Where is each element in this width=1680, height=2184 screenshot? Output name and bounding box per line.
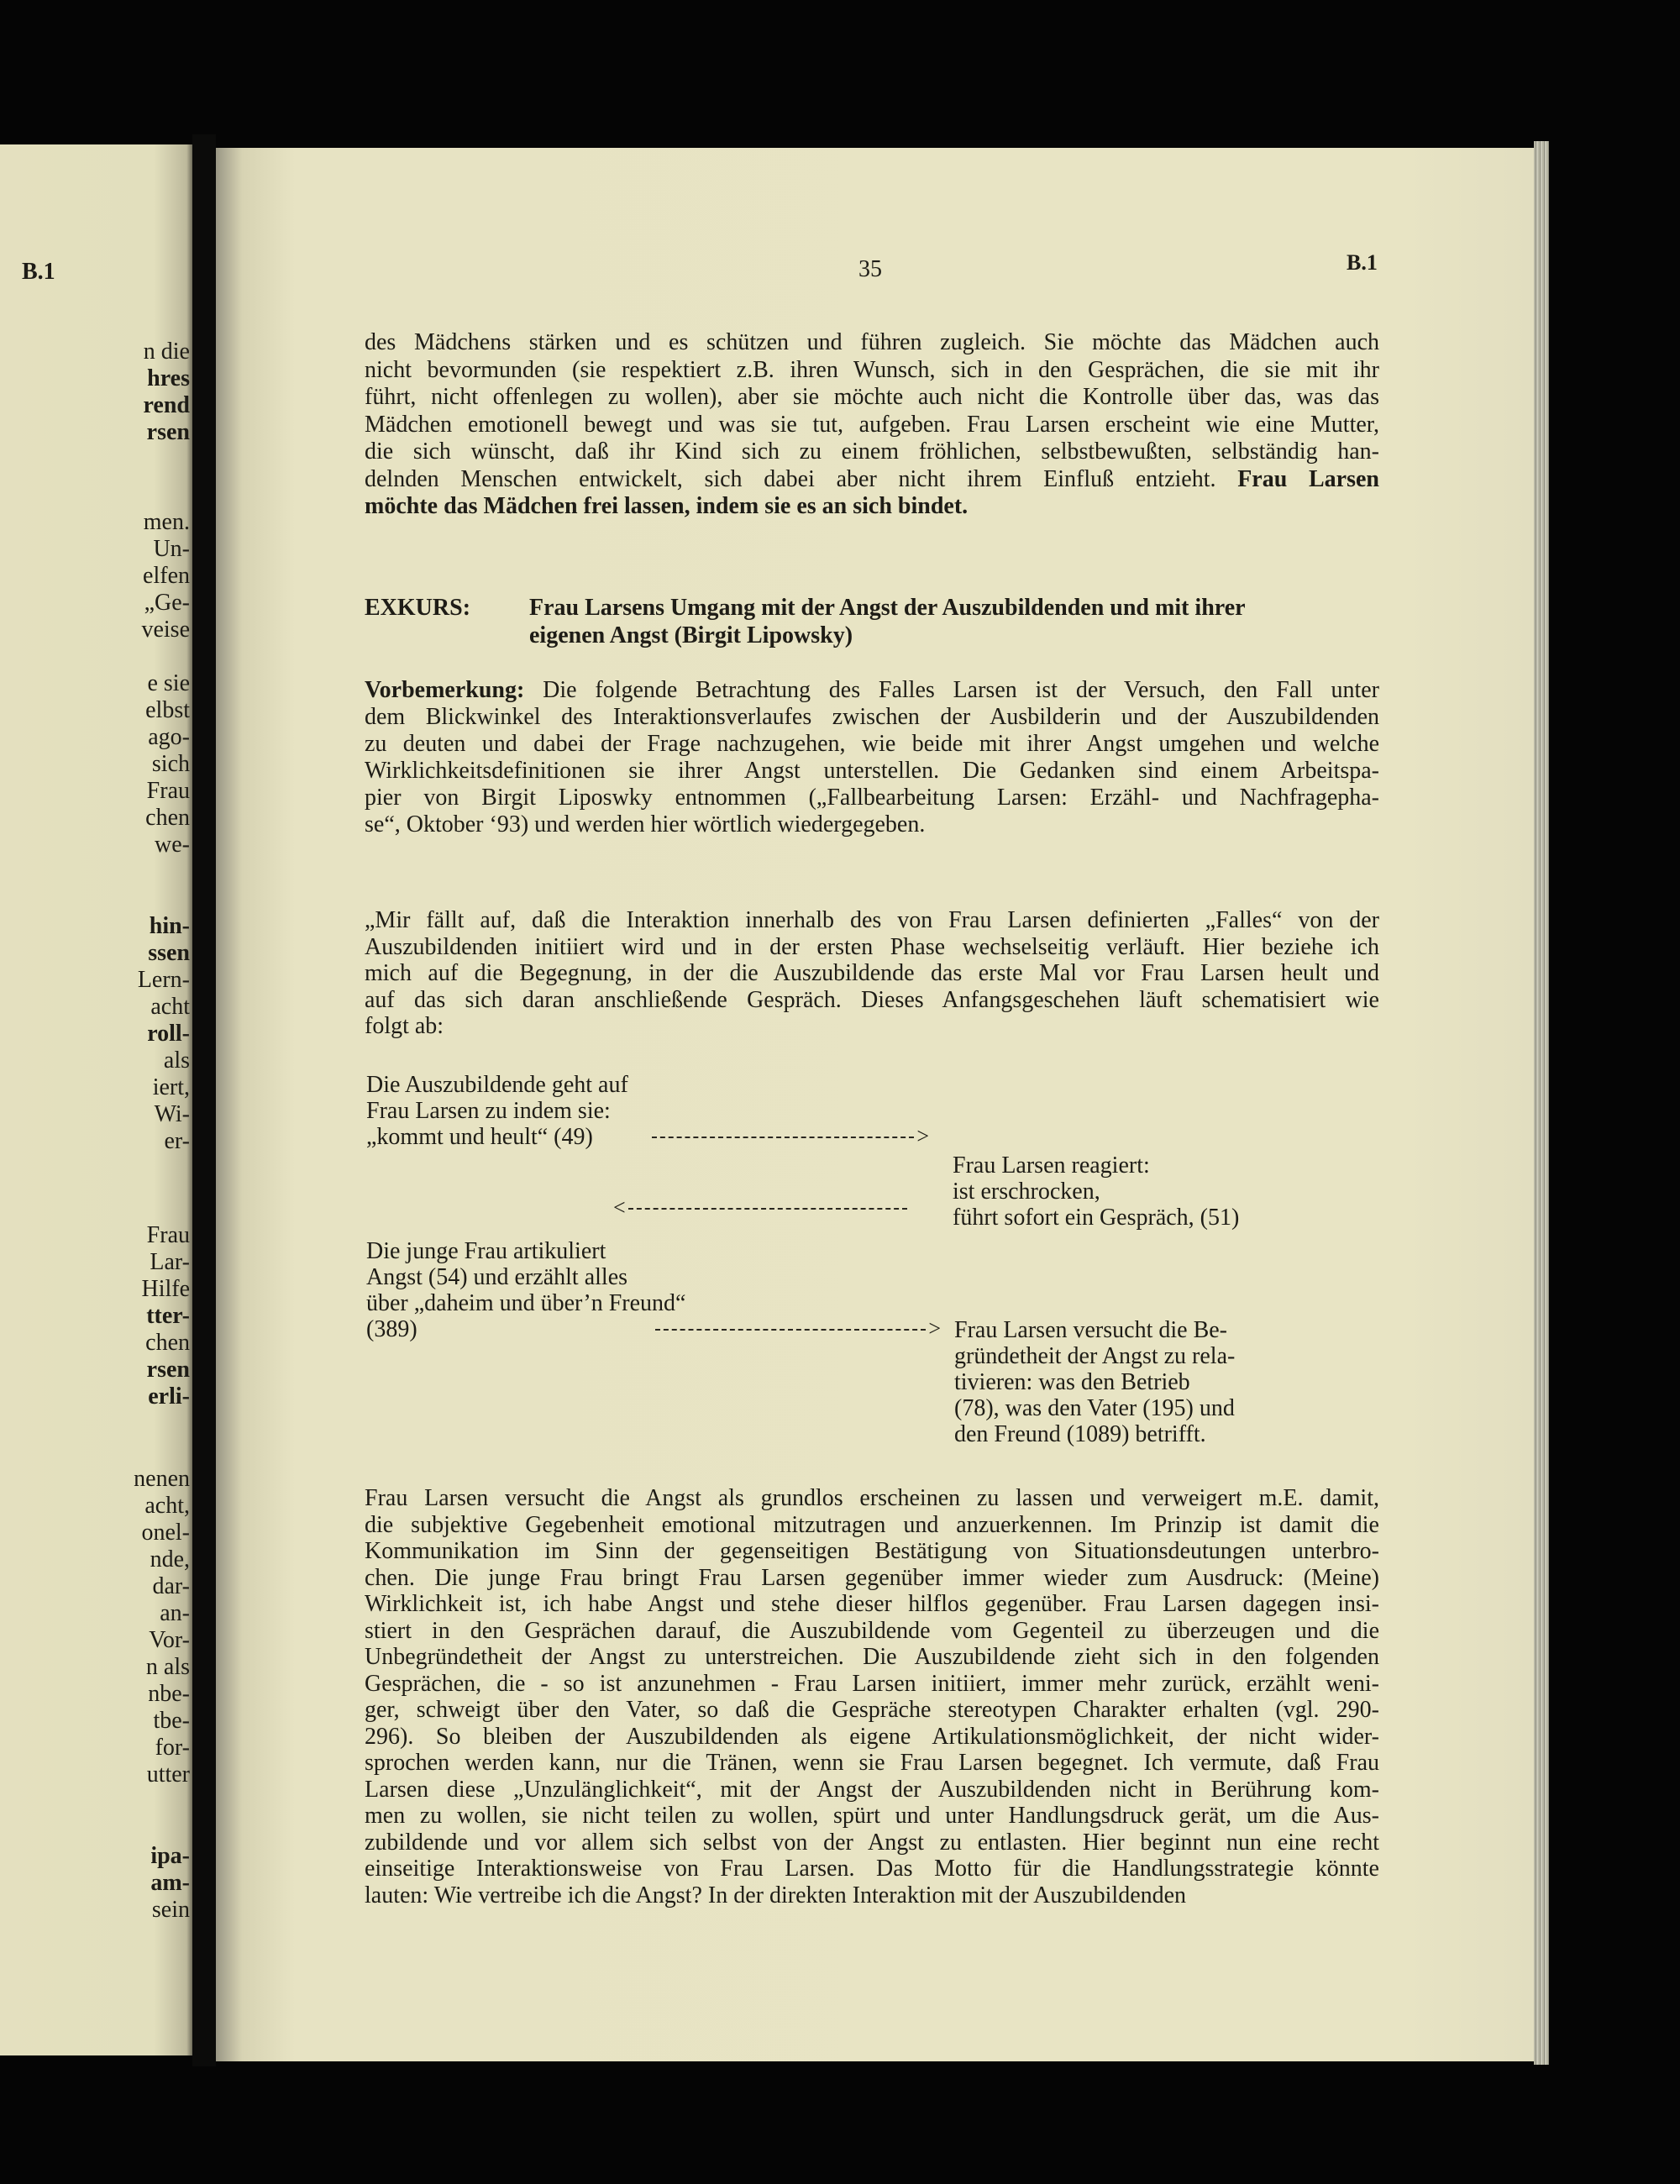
diagram-line: Frau Larsen reagiert: <box>953 1152 1150 1179</box>
left-text-fragment: men. <box>143 509 190 535</box>
text-line <box>365 466 1379 494</box>
diagram-line: Frau Larsen versucht die Be- <box>954 1317 1227 1343</box>
text-line <box>365 1538 1379 1565</box>
text-run: Die folgende Betrachtung des Falles Larsen ist der Versuch, den Fall unter <box>524 677 1379 703</box>
left-text-fragment: acht, <box>144 1493 190 1519</box>
text-line <box>365 1830 1379 1856</box>
text-run: Wirklichkeit ist, ich habe Angst und stehe dieser hilflos gegenüber. Frau Larsen dagegen insi- <box>365 1591 1379 1617</box>
left-text-group <box>144 339 191 446</box>
left-text-fragment: n als <box>145 1654 190 1680</box>
text-run: Kommunikation im Sinn der gegenseitigen Bestätigung von Situationsdeutungen unterbro- <box>365 1538 1379 1564</box>
text-run: zubildende und vor allem sich selbst von der Angst zu entlasten. Hier beginnt nun eine recht <box>365 1829 1379 1856</box>
left-text-fragment: Hilfe <box>141 1276 190 1302</box>
diagram-larsen-step-2 <box>954 1317 1235 1447</box>
left-text-fragment: sich <box>151 751 190 777</box>
text-run: des Mädchens stärken und es schützen und führen zugleich. Sie möchte das Mädchen auch <box>365 329 1379 355</box>
text-line <box>365 987 1379 1014</box>
left-text-fragment: Vor- <box>149 1627 190 1653</box>
left-text-fragment: we- <box>155 832 190 858</box>
arrow-left <box>613 1195 907 1220</box>
text-run: Frau Larsen versucht die Angst als grundlos erscheinen zu lassen und verweigert m.E. damit, <box>365 1485 1379 1511</box>
diagram-line: ist erschrocken, <box>953 1179 1100 1205</box>
book-gutter <box>192 134 216 2066</box>
text-line <box>365 1856 1379 1882</box>
text-line <box>365 1697 1379 1724</box>
text-run: auf das sich daran anschließende Gespräch. Dieses Anfangsgeschehen läuft schematisiert wie <box>365 986 1379 1013</box>
text-run: die subjektive Gegebenheit emotional mitzutragen und anzuerkennen. Im Prinzip ist damit die <box>365 1511 1379 1538</box>
diagram-line: den Freund (1089) betrifft. <box>954 1421 1206 1447</box>
left-text-fragment: tbe- <box>153 1708 190 1734</box>
text-line <box>365 1671 1379 1698</box>
left-text-fragment: elbst <box>145 697 190 723</box>
left-text-fragment: chen <box>145 805 190 831</box>
diagram-line: gründetheit der Angst zu rela- <box>954 1343 1236 1369</box>
text-run: „Mir fällt auf, daß die Interaktion innerhalb des von Frau Larsen definierten „Falles“ von der <box>365 907 1379 933</box>
text-line <box>365 731 1379 758</box>
left-text-fragment: n die <box>143 339 190 365</box>
text-run: ger, schweigt über den Vater, so daß die Gespräche stereotypen Charakter erhalten (vgl. 290- <box>365 1697 1379 1723</box>
arrow-dashes <box>655 1329 926 1331</box>
diagram-line: führt sofort ein Gespräch, (51) <box>953 1205 1240 1231</box>
text-run: men zu wollen, sie nicht teilen zu wollen, spürt und unter Handlungsdruck gerät, um die Aus- <box>365 1803 1379 1829</box>
text-line <box>365 329 1379 357</box>
left-text-fragment: an- <box>160 1600 190 1626</box>
text-run: se“, Oktober ‘93) und werden hier wörtlich wiedergegeben. <box>365 811 926 837</box>
text-line <box>365 811 1379 838</box>
left-text-fragment: rend <box>143 392 190 418</box>
text-run: Auszubildenden initiiert wird und in der ersten Phase wechselseitig verläuft. Hier beziehe ich <box>365 933 1379 960</box>
text-run: führt, nicht offenlegen zu wollen), aber sie möchte auch nicht die Kontrolle über das, was das <box>365 384 1379 410</box>
text-run: lauten: Wie vertreibe ich die Angst? In der direkten Interaktion mit der Auszubildenden <box>365 1882 1187 1908</box>
text-line <box>365 1013 1379 1040</box>
left-text-fragment: chen <box>145 1330 190 1356</box>
left-text-fragment: ssen <box>148 940 190 966</box>
bold-text: Frau Larsen <box>1237 465 1379 492</box>
arrow-dashes <box>628 1208 907 1210</box>
text-run: nicht bevormunden (sie respektiert z.B. ihren Wunsch, sich in den Gesprächen, die sie mit ihr <box>365 356 1379 383</box>
final-paragraph <box>365 1485 1379 1908</box>
text-run: folgt ab: <box>365 1013 444 1039</box>
left-text-fragment: Lern- <box>137 967 190 993</box>
text-run: zu deuten und dabei der Frage nachzugehen, wie beide mit ihrer Angst umgehen und welche <box>365 731 1379 757</box>
excursus-title <box>529 594 1246 649</box>
left-text-fragment: ago- <box>148 724 190 750</box>
left-text-fragment: ipa- <box>150 1843 190 1869</box>
text-line <box>365 1565 1379 1592</box>
left-text-fragment: elfen <box>143 563 190 589</box>
left-text-group <box>145 670 190 858</box>
text-line <box>365 384 1379 412</box>
arrow-head-right-icon: > <box>916 1124 929 1148</box>
left-text-fragment: Wi- <box>154 1101 190 1127</box>
text-line <box>365 1485 1379 1512</box>
text-run: dem Blickwinkel des Interaktionsverlaufes zwischen der Ausbilderin und der Auszubildenden <box>365 704 1379 730</box>
text-line <box>365 1618 1379 1645</box>
text-run: stiert in den Gesprächen darauf, die Auszubildende vom Gegenteil zu überzeugen und die <box>365 1617 1379 1644</box>
arrow-right <box>655 1316 941 1341</box>
text-line <box>365 1724 1379 1751</box>
left-text-fragment: nde, <box>150 1546 190 1572</box>
text-line <box>365 1512 1379 1539</box>
section-label: B.1 <box>1347 250 1378 275</box>
text-run: sprochen werden kann, nur die Tränen, wenn sie Frau Larsen begegnet. Ich vermute, daß Frau <box>365 1750 1379 1776</box>
excursus-heading <box>365 594 1379 649</box>
diagram-line: Frau Larsen zu indem sie: <box>366 1098 611 1124</box>
left-text-fragment: nbe- <box>148 1681 190 1707</box>
text-line <box>365 960 1379 987</box>
left-text-fragment: e sie <box>147 670 190 696</box>
left-text-group <box>150 1843 190 1924</box>
left-text-fragment: utter <box>146 1761 190 1788</box>
text-line <box>365 934 1379 961</box>
text-line <box>365 785 1379 811</box>
left-text-fragment: Lar- <box>150 1249 190 1275</box>
arrow-head-right-icon: > <box>928 1316 941 1341</box>
preliminary-paragraph <box>365 677 1379 838</box>
text-run: Mädchen emotionell bewegt und was sie tut, aufgeben. Frau Larsen erscheint wie eine Mutter, <box>365 411 1379 438</box>
arrow-dashes <box>652 1137 914 1138</box>
diagram-line: (389) <box>366 1316 417 1342</box>
left-text-fragment: dar- <box>152 1573 190 1599</box>
left-text-fragment: Frau <box>146 778 190 804</box>
left-text-fragment: als <box>163 1047 190 1074</box>
text-run: Unbegründetheit der Angst zu unterstreichen. Die Auszubildende zieht sich in den folgenden <box>365 1644 1379 1670</box>
text-line <box>365 704 1379 731</box>
left-text-fragment: sein <box>151 1897 190 1923</box>
left-text-fragment: acht <box>150 994 190 1020</box>
bold-text: möchte das Mädchen frei lassen, indem sie es an sich bindet. <box>365 493 969 519</box>
page-number: 35 <box>858 256 882 282</box>
left-text-fragment: hin- <box>149 913 190 939</box>
text-run: Gesprächen, die - so ist anzunehmen - Frau Larsen initiiert, immer mehr zurück, erzählt weni- <box>365 1670 1379 1697</box>
text-run: chen. Die junge Frau bringt Frau Larsen gegenüber immer wieder zum Ausdruck: (Meine) <box>365 1564 1379 1591</box>
text-line <box>365 758 1379 785</box>
left-text-fragment: nenen <box>134 1466 190 1492</box>
text-run: Larsen diese „Unzulänglichkeit“, mit der Angst der Auszubildenden nicht in Berührung kom- <box>365 1776 1379 1803</box>
quote-paragraph <box>365 907 1379 1040</box>
text-line <box>365 438 1379 466</box>
page-edges <box>1534 141 1549 2065</box>
diagram-line: „kommt und heult“ (49) <box>366 1124 593 1150</box>
text-run: mich auf die Begegnung, in der die Auszubildende das erste Mal vor Frau Larsen heult und <box>365 960 1379 986</box>
left-text-group <box>141 509 190 643</box>
left-text-fragment: onel- <box>141 1520 190 1546</box>
arrow-right <box>652 1124 929 1148</box>
left-text-fragment: erli- <box>148 1383 190 1410</box>
text-line <box>365 357 1379 385</box>
left-text-fragment: Un- <box>153 536 190 562</box>
text-line <box>365 1644 1379 1671</box>
diagram-larsen-step-1 <box>953 1152 1239 1231</box>
text-line <box>365 677 1379 704</box>
left-text-fragment: „Ge- <box>144 590 190 616</box>
text-line <box>365 1882 1379 1909</box>
text-line <box>365 1750 1379 1777</box>
text-line <box>365 412 1379 439</box>
diagram-line: (78), was den Vater (195) und <box>954 1395 1235 1421</box>
left-text-fragment: for- <box>155 1735 190 1761</box>
excursus-title-line: eigenen Angst (Birgit Lipowsky) <box>529 622 853 648</box>
left-text-fragment: am- <box>150 1870 190 1896</box>
left-text-fragment: tter- <box>146 1303 190 1329</box>
left-text-fragment: Frau <box>146 1222 190 1248</box>
left-text-fragment: hres <box>147 365 190 391</box>
diagram-trainee-step-2 <box>366 1238 685 1342</box>
text-run: einseitige Interaktionsweise von Frau Larsen. Das Motto für die Handlungsstrategie könnte <box>365 1856 1379 1882</box>
arrow-head-left-icon: < <box>613 1195 626 1220</box>
bold-text: Vorbemerkung: <box>365 677 525 703</box>
left-section-label: B.1 <box>22 259 55 285</box>
left-text-fragment: iert, <box>152 1074 190 1100</box>
diagram-line: über „daheim und über’n Freund“ <box>366 1290 686 1316</box>
diagram-line: Die Auszubildende geht auf <box>366 1072 628 1098</box>
intro-paragraph <box>365 329 1379 521</box>
excursus-label: EXKURS: <box>365 595 471 621</box>
left-text-fragment: roll- <box>147 1021 190 1047</box>
left-text-fragment: rsen <box>146 419 190 445</box>
diagram-line: tivieren: was den Betrieb <box>954 1369 1190 1395</box>
diagram-trainee-step-1 <box>366 1072 628 1150</box>
excursus-title-line: Frau Larsens Umgang mit der Angst der Auszubildenden und mit ihrer <box>529 595 1246 621</box>
text-line <box>365 907 1379 934</box>
text-line <box>365 1777 1379 1803</box>
text-run: pier von Birgit Liposwky entnommen („Fallbearbeitung Larsen: Erzähl- und Nachfragepha- <box>365 785 1379 811</box>
text-run: die sich wünscht, daß ihr Kind sich zu einem fröhlichen, selbstbewußten, selbständig han- <box>365 438 1379 465</box>
diagram-line: Die junge Frau artikuliert <box>366 1238 606 1264</box>
text-run: Wirklichkeitsdefinitionen sie ihrer Angst unterstellen. Die Gedanken sind einem Arbeitspa- <box>365 758 1379 784</box>
left-text-group <box>134 1466 190 1788</box>
left-text-fragment: veise <box>141 617 190 643</box>
left-text-group <box>141 1222 190 1410</box>
diagram-line: Angst (54) und erzählt alles <box>366 1264 628 1290</box>
text-line <box>365 1803 1379 1830</box>
text-line <box>365 1591 1379 1618</box>
left-text-fragment: rsen <box>146 1357 190 1383</box>
left-text-fragment: er- <box>164 1128 190 1154</box>
left-text-group <box>138 913 190 1155</box>
text-run: delnden Menschen entwickelt, sich dabei aber nicht ihrem Einfluß entzieht. <box>365 465 1238 492</box>
text-line <box>365 493 1379 521</box>
text-run: 296). So bleiben der Auszubildenden als eigene Artikulationsmöglichkeit, der nicht wider- <box>365 1723 1379 1750</box>
